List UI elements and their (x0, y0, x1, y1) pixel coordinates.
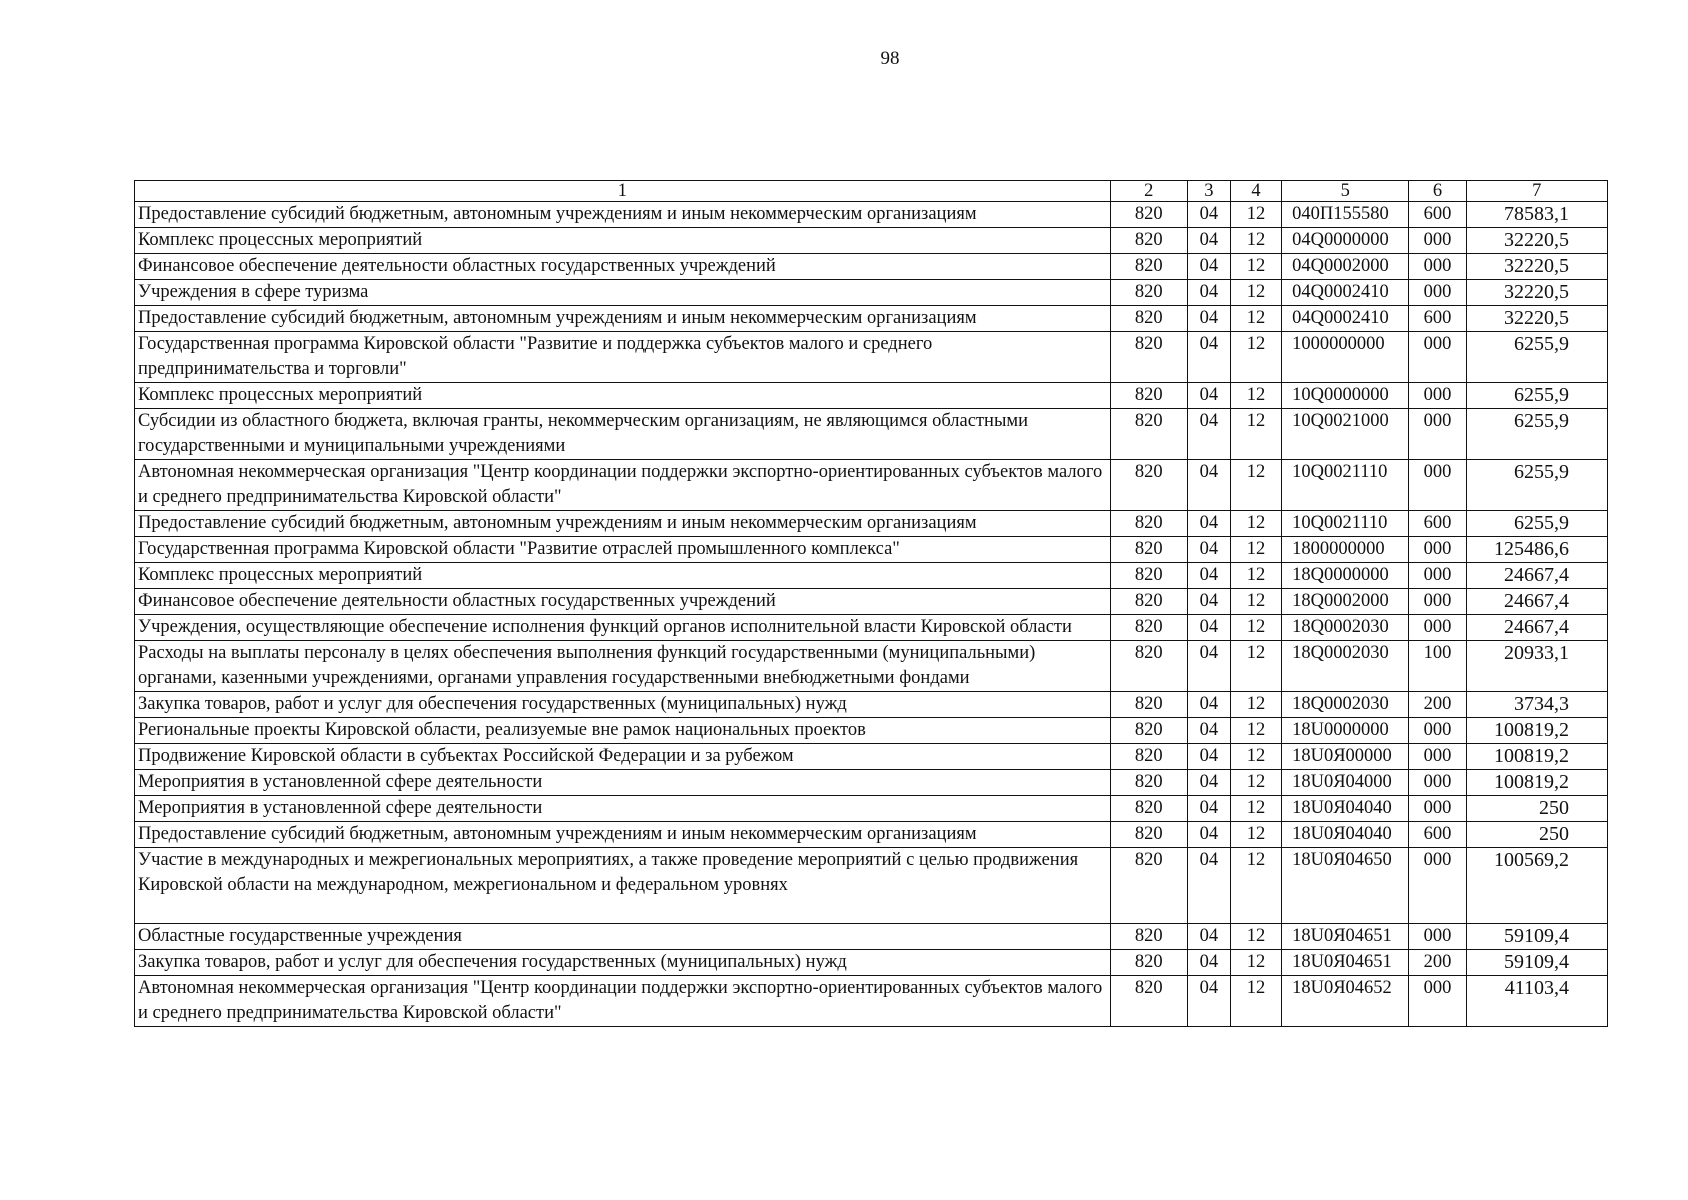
table-row (135, 950, 1608, 976)
cell-amount: 32220,5 (1466, 254, 1607, 280)
cell-section: 04 (1187, 950, 1230, 976)
cell-subsection: 12 (1230, 718, 1281, 744)
table-row (135, 822, 1608, 848)
table-row (135, 796, 1608, 822)
cell-grbs: 820 (1110, 228, 1187, 254)
cell-grbs: 820 (1110, 796, 1187, 822)
cell-amount: 78583,1 (1466, 202, 1607, 228)
cell-target-article: 04Q0002000 (1282, 254, 1409, 280)
cell-name (135, 848, 1111, 924)
table-row (135, 511, 1608, 537)
cell-grbs: 820 (1110, 383, 1187, 409)
cell-target-article: 10Q0000000 (1282, 383, 1409, 409)
cell-subsection: 12 (1230, 950, 1281, 976)
cell-amount: 20933,1 (1466, 641, 1607, 692)
cell-target-article: 18U0Я04040 (1282, 796, 1409, 822)
cell-target-article: 18U0Я04000 (1282, 770, 1409, 796)
cell-section: 04 (1187, 409, 1230, 460)
cell-target-article: 18Q0002030 (1282, 641, 1409, 692)
cell-expense-type: 000 (1409, 332, 1466, 383)
cell-amount: 100819,2 (1466, 718, 1607, 744)
cell-grbs: 820 (1110, 770, 1187, 796)
cell-expense-type: 200 (1409, 950, 1466, 976)
cell-amount: 59109,4 (1466, 950, 1607, 976)
cell-section: 04 (1187, 306, 1230, 332)
cell-expense-type: 100 (1409, 641, 1466, 692)
cell-grbs: 820 (1110, 718, 1187, 744)
cell-name: Финансовое обеспечение деятельности областных государственных учреждений (135, 254, 1111, 280)
cell-name: Мероприятия в установленной сфере деятельности (135, 796, 1111, 822)
cell-grbs: 820 (1110, 460, 1187, 511)
cell-amount: 6255,9 (1466, 409, 1607, 460)
cell-expense-type: 000 (1409, 848, 1466, 924)
table-row (135, 692, 1608, 718)
cell-section: 04 (1187, 202, 1230, 228)
cell-section: 04 (1187, 332, 1230, 383)
table-row (135, 332, 1608, 383)
cell-amount: 6255,9 (1466, 511, 1607, 537)
cell-subsection: 12 (1230, 228, 1281, 254)
table-row (135, 228, 1608, 254)
cell-subsection: 12 (1230, 641, 1281, 692)
budget-table (134, 180, 1608, 1027)
cell-grbs: 820 (1110, 409, 1187, 460)
cell-grbs: 820 (1110, 202, 1187, 228)
cell-amount: 24667,4 (1466, 615, 1607, 641)
cell-grbs: 820 (1110, 280, 1187, 306)
cell-grbs: 820 (1110, 976, 1187, 1027)
column-header: 6 (1409, 181, 1466, 202)
cell-section: 04 (1187, 254, 1230, 280)
cell-name: Продвижение Кировской области в субъектах Российской Федерации и за рубежом (135, 744, 1111, 770)
cell-expense-type: 000 (1409, 460, 1466, 511)
cell-expense-type: 600 (1409, 202, 1466, 228)
cell-subsection: 12 (1230, 976, 1281, 1027)
cell-expense-type: 600 (1409, 822, 1466, 848)
cell-target-article: 04Q0000000 (1282, 228, 1409, 254)
cell-spacer (138, 898, 1107, 923)
cell-name: Финансовое обеспечение деятельности областных государственных учреждений (135, 589, 1111, 615)
cell-name: Автономная некоммерческая организация "Центр координации поддержки экспортно-ориентированных субъектов малого и среднего предпринимательства Кировской области" (135, 976, 1111, 1027)
cell-grbs: 820 (1110, 589, 1187, 615)
cell-expense-type: 000 (1409, 589, 1466, 615)
table-row (135, 306, 1608, 332)
cell-target-article: 10Q0021110 (1282, 460, 1409, 511)
cell-grbs: 820 (1110, 950, 1187, 976)
table-row (135, 202, 1608, 228)
cell-expense-type: 600 (1409, 511, 1466, 537)
cell-section: 04 (1187, 924, 1230, 950)
cell-expense-type: 000 (1409, 976, 1466, 1027)
cell-expense-type: 000 (1409, 280, 1466, 306)
cell-name: Государственная программа Кировской области "Развитие и поддержка субъектов малого и среднего предпринимательства и торговли" (135, 332, 1111, 383)
cell-amount: 250 (1466, 822, 1607, 848)
cell-subsection: 12 (1230, 280, 1281, 306)
cell-target-article: 04Q0002410 (1282, 306, 1409, 332)
cell-grbs: 820 (1110, 332, 1187, 383)
cell-section: 04 (1187, 563, 1230, 589)
table-row (135, 924, 1608, 950)
cell-grbs: 820 (1110, 254, 1187, 280)
cell-target-article: 18U0Я04650 (1282, 848, 1409, 924)
page-number: 98 (880, 48, 900, 69)
cell-amount: 6255,9 (1466, 332, 1607, 383)
cell-name: Автономная некоммерческая организация "Центр координации поддержки экспортно-ориентированных субъектов малого и среднего предпринимательства Кировской области" (135, 460, 1111, 511)
cell-grbs: 820 (1110, 822, 1187, 848)
table-row (135, 383, 1608, 409)
cell-name: Областные государственные учреждения (135, 924, 1111, 950)
cell-section: 04 (1187, 692, 1230, 718)
cell-section: 04 (1187, 537, 1230, 563)
cell-target-article: 10Q0021000 (1282, 409, 1409, 460)
cell-name: Учреждения в сфере туризма (135, 280, 1111, 306)
cell-name: Расходы на выплаты персоналу в целях обеспечения выполнения функций государственными (муниципальными) органами, казенными учреждениями, органами управления государственными внебюджетными фондами (135, 641, 1111, 692)
column-header: 1 (135, 181, 1111, 202)
cell-amount: 6255,9 (1466, 383, 1607, 409)
cell-section: 04 (1187, 976, 1230, 1027)
cell-expense-type: 000 (1409, 537, 1466, 563)
cell-section: 04 (1187, 718, 1230, 744)
table-row (135, 254, 1608, 280)
cell-expense-type: 000 (1409, 615, 1466, 641)
cell-name: Предоставление субсидий бюджетным, автономным учреждениям и иным некоммерческим организациям (135, 511, 1111, 537)
cell-amount: 6255,9 (1466, 460, 1607, 511)
cell-amount: 41103,4 (1466, 976, 1607, 1027)
cell-name: Учреждения, осуществляющие обеспечение исполнения функций органов исполнительной власти Кировской области (135, 615, 1111, 641)
cell-name: Региональные проекты Кировской области, реализуемые вне рамок национальных проектов (135, 718, 1111, 744)
column-header: 4 (1230, 181, 1281, 202)
cell-subsection: 12 (1230, 615, 1281, 641)
cell-section: 04 (1187, 848, 1230, 924)
cell-target-article: 18U0Я04652 (1282, 976, 1409, 1027)
column-header: 2 (1110, 181, 1187, 202)
cell-amount: 100819,2 (1466, 744, 1607, 770)
table-body (135, 202, 1608, 1027)
cell-grbs: 820 (1110, 924, 1187, 950)
cell-section: 04 (1187, 589, 1230, 615)
cell-name: Государственная программа Кировской области "Развитие отраслей промышленного комплекса" (135, 537, 1111, 563)
cell-target-article: 1800000000 (1282, 537, 1409, 563)
cell-subsection: 12 (1230, 383, 1281, 409)
cell-subsection: 12 (1230, 744, 1281, 770)
cell-target-article: 18Q0002030 (1282, 615, 1409, 641)
cell-subsection: 12 (1230, 306, 1281, 332)
cell-name: Закупка товаров, работ и услуг для обеспечения государственных (муниципальных) нужд (135, 950, 1111, 976)
cell-subsection: 12 (1230, 822, 1281, 848)
cell-subsection: 12 (1230, 254, 1281, 280)
cell-grbs: 820 (1110, 848, 1187, 924)
cell-grbs: 820 (1110, 511, 1187, 537)
cell-grbs: 820 (1110, 537, 1187, 563)
cell-name: Предоставление субсидий бюджетным, автономным учреждениям и иным некоммерческим организациям (135, 306, 1111, 332)
cell-section: 04 (1187, 641, 1230, 692)
cell-name: Комплекс процессных мероприятий (135, 383, 1111, 409)
table-row (135, 641, 1608, 692)
table-row (135, 280, 1608, 306)
cell-expense-type: 000 (1409, 796, 1466, 822)
column-header: 5 (1282, 181, 1409, 202)
cell-section: 04 (1187, 460, 1230, 511)
table-row (135, 615, 1608, 641)
table-row (135, 848, 1608, 924)
cell-grbs: 820 (1110, 641, 1187, 692)
cell-name: Мероприятия в установленной сфере деятельности (135, 770, 1111, 796)
cell-amount: 24667,4 (1466, 589, 1607, 615)
table-row (135, 744, 1608, 770)
cell-subsection: 12 (1230, 563, 1281, 589)
cell-section: 04 (1187, 744, 1230, 770)
cell-target-article: 18Q0000000 (1282, 563, 1409, 589)
table-row (135, 409, 1608, 460)
cell-name: Комплекс процессных мероприятий (135, 228, 1111, 254)
cell-grbs: 820 (1110, 692, 1187, 718)
cell-amount: 24667,4 (1466, 563, 1607, 589)
cell-subsection: 12 (1230, 460, 1281, 511)
cell-subsection: 12 (1230, 770, 1281, 796)
cell-subsection: 12 (1230, 692, 1281, 718)
cell-section: 04 (1187, 615, 1230, 641)
cell-expense-type: 000 (1409, 254, 1466, 280)
cell-amount: 100819,2 (1466, 770, 1607, 796)
table-header-row (135, 181, 1608, 202)
column-header: 7 (1466, 181, 1607, 202)
cell-subsection: 12 (1230, 848, 1281, 924)
cell-amount: 32220,5 (1466, 228, 1607, 254)
cell-target-article: 18U0Я04651 (1282, 950, 1409, 976)
cell-amount: 32220,5 (1466, 280, 1607, 306)
cell-target-article: 040П155580 (1282, 202, 1409, 228)
cell-target-article: 10Q0021110 (1282, 511, 1409, 537)
cell-subsection: 12 (1230, 202, 1281, 228)
table-row (135, 563, 1608, 589)
cell-target-article: 18Q0002000 (1282, 589, 1409, 615)
cell-grbs: 820 (1110, 744, 1187, 770)
cell-expense-type: 000 (1409, 409, 1466, 460)
table-row (135, 537, 1608, 563)
cell-amount: 125486,6 (1466, 537, 1607, 563)
cell-expense-type: 000 (1409, 563, 1466, 589)
column-header: 3 (1187, 181, 1230, 202)
cell-expense-type: 200 (1409, 692, 1466, 718)
cell-target-article: 1000000000 (1282, 332, 1409, 383)
table-row (135, 589, 1608, 615)
cell-section: 04 (1187, 796, 1230, 822)
cell-target-article: 18U0Я04651 (1282, 924, 1409, 950)
cell-expense-type: 000 (1409, 770, 1466, 796)
cell-expense-type: 000 (1409, 383, 1466, 409)
table-row (135, 460, 1608, 511)
cell-subsection: 12 (1230, 409, 1281, 460)
cell-section: 04 (1187, 383, 1230, 409)
cell-amount: 32220,5 (1466, 306, 1607, 332)
cell-amount: 59109,4 (1466, 924, 1607, 950)
cell-section: 04 (1187, 280, 1230, 306)
cell-section: 04 (1187, 770, 1230, 796)
cell-subsection: 12 (1230, 511, 1281, 537)
cell-subsection: 12 (1230, 332, 1281, 383)
cell-expense-type: 600 (1409, 306, 1466, 332)
cell-section: 04 (1187, 822, 1230, 848)
cell-section: 04 (1187, 511, 1230, 537)
cell-name-text: Участие в международных и межрегиональных мероприятиях, а также проведение мероприятий с целью продвижения Кировской области на международном, межрегиональном и федеральном уровнях (138, 850, 1079, 895)
cell-name: Закупка товаров, работ и услуг для обеспечения государственных (муниципальных) нужд (135, 692, 1111, 718)
cell-subsection: 12 (1230, 589, 1281, 615)
cell-expense-type: 000 (1409, 924, 1466, 950)
cell-amount: 3734,3 (1466, 692, 1607, 718)
cell-target-article: 04Q0002410 (1282, 280, 1409, 306)
table-row (135, 976, 1608, 1027)
cell-expense-type: 000 (1409, 744, 1466, 770)
table-row (135, 770, 1608, 796)
cell-target-article: 18U0000000 (1282, 718, 1409, 744)
cell-grbs: 820 (1110, 615, 1187, 641)
cell-target-article: 18Q0002030 (1282, 692, 1409, 718)
cell-grbs: 820 (1110, 306, 1187, 332)
cell-amount: 250 (1466, 796, 1607, 822)
cell-grbs: 820 (1110, 563, 1187, 589)
cell-subsection: 12 (1230, 537, 1281, 563)
cell-target-article: 18U0Я00000 (1282, 744, 1409, 770)
cell-expense-type: 000 (1409, 718, 1466, 744)
cell-name: Предоставление субсидий бюджетным, автономным учреждениям и иным некоммерческим организациям (135, 822, 1111, 848)
cell-name: Субсидии из областного бюджета, включая гранты, некоммерческим организациям, не являющимся областными государственными и муниципальными учреждениями (135, 409, 1111, 460)
cell-name: Комплекс процессных мероприятий (135, 563, 1111, 589)
cell-section: 04 (1187, 228, 1230, 254)
cell-name: Предоставление субсидий бюджетным, автономным учреждениям и иным некоммерческим организациям (135, 202, 1111, 228)
table-row (135, 718, 1608, 744)
cell-subsection: 12 (1230, 924, 1281, 950)
cell-subsection: 12 (1230, 796, 1281, 822)
cell-expense-type: 000 (1409, 228, 1466, 254)
cell-target-article: 18U0Я04040 (1282, 822, 1409, 848)
cell-amount: 100569,2 (1466, 848, 1607, 924)
